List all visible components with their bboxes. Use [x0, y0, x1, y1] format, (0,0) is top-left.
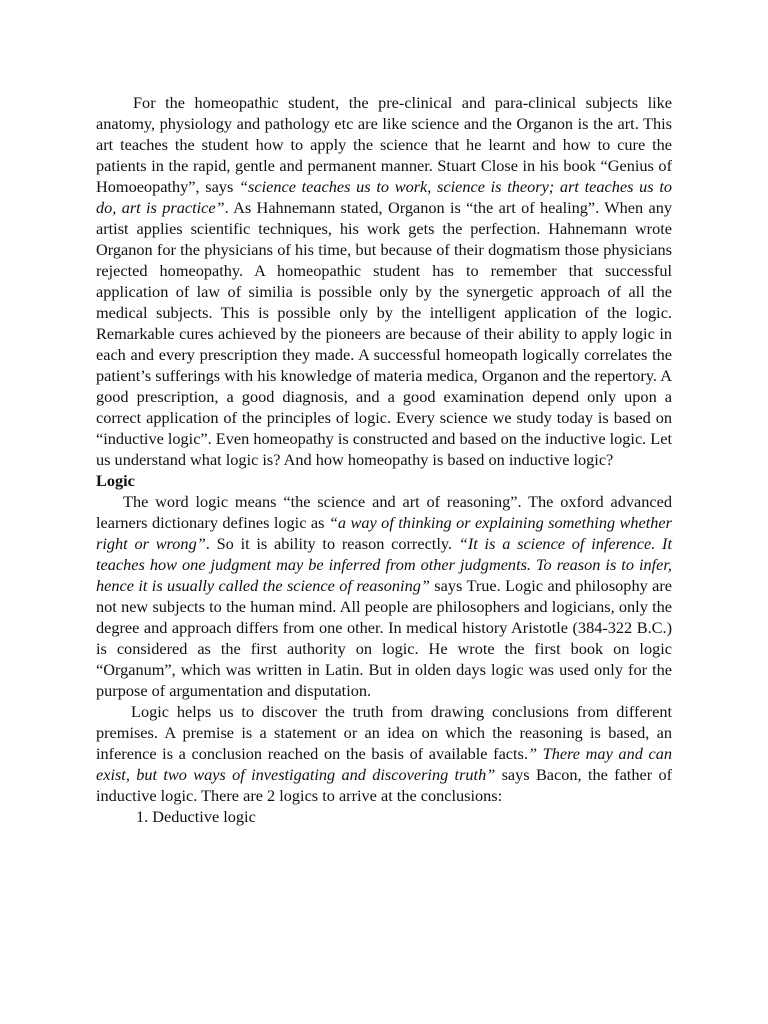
quote-true: “It is a science of inference. It teaches how one judgment may be inferred from other judgments. To reason is to infer, hence it is usually called the science of reasoning” [96, 534, 672, 595]
document-page [96, 92, 672, 827]
paragraph-organon-art [96, 92, 672, 470]
paragraph-text: For the homeopathic student, the pre-clinical and para-clinical subjects like anatomy, physiology and pathology etc are like science and the Organon is the art. This art teaches the student how to apply the science that he learnt and how to cure the patients in the rapid, gentle and permanent manner. Stuart Close in his book “Genius of Homoeopathy”, says [96, 93, 672, 196]
paragraph-text: . As Hahnemann stated, Organon is “the art of healing”. When any artist applies scientific techniques, his work gets the perfection. Hahnemann wrote Organon for the physicians of his time, but because of their dogmatism those physicians rejected homeopathy. A homeopathic student has to remember that successful application of law of similia is possible only by the synergetic approach of all the medical subjects. This is possible only by the intelligent application of the logic. Remarkable cures achieved by the pioneers are because of their ability to apply logic in each and every prescription they made. A successful homeopath logically correlates the patient’s sufferings with his knowledge of materia medica, Organon and the repertory. A good prescription, a good diagnosis, and a good examination depend only upon a correct application of the principles of logic. Every science we study today is based on “inductive logic”. Even homeopathy is constructed and based on the inductive logic. Let us understand what logic is? And how homeopathy is based on inductive logic? [96, 198, 673, 469]
paragraph-text: says True. Logic and philosophy are not new subjects to the human mind. All people are philosophers and logicians, only the degree and approach differs from one other. In medical history Aristotle (384-322 B.C.) is considered as the first authority on logic. He wrote the first book on logic “Organum”, which was written in Latin. But in olden days logic was used only for the purpose of argumentation and disputation. [96, 576, 672, 700]
list-item: 1. Deductive logic [136, 807, 256, 826]
quote-bacon: ” There may and can exist, but two ways of investigating and discovering truth” [96, 744, 672, 784]
section-heading-logic: Logic [96, 471, 135, 490]
paragraph-text: says Bacon, the father of inductive logic. There are 2 logics to arrive at the conclusions: [96, 765, 673, 805]
paragraph-text: . So it is ability to reason correctly. [205, 534, 459, 553]
paragraph-logic-definition [96, 491, 672, 701]
logic-types-list [96, 806, 672, 827]
quote-dictionary: “a way of thinking or explaining something whether right or wrong” [96, 513, 672, 553]
quote-stuart-close: “science teaches us to work, science is theory; art teaches us to do, art is practice” [96, 177, 672, 217]
paragraph-logic-truth [96, 701, 672, 806]
paragraph-text: The word logic means “the science and art of reasoning”. The oxford advanced learners dictionary defines logic as [96, 492, 672, 532]
paragraph-text: Logic helps us to discover the truth from drawing conclusions from different premises. A premise is a statement or an idea on which the reasoning is based, an inference is a conclusion reached on the basis of available facts. [96, 702, 672, 763]
